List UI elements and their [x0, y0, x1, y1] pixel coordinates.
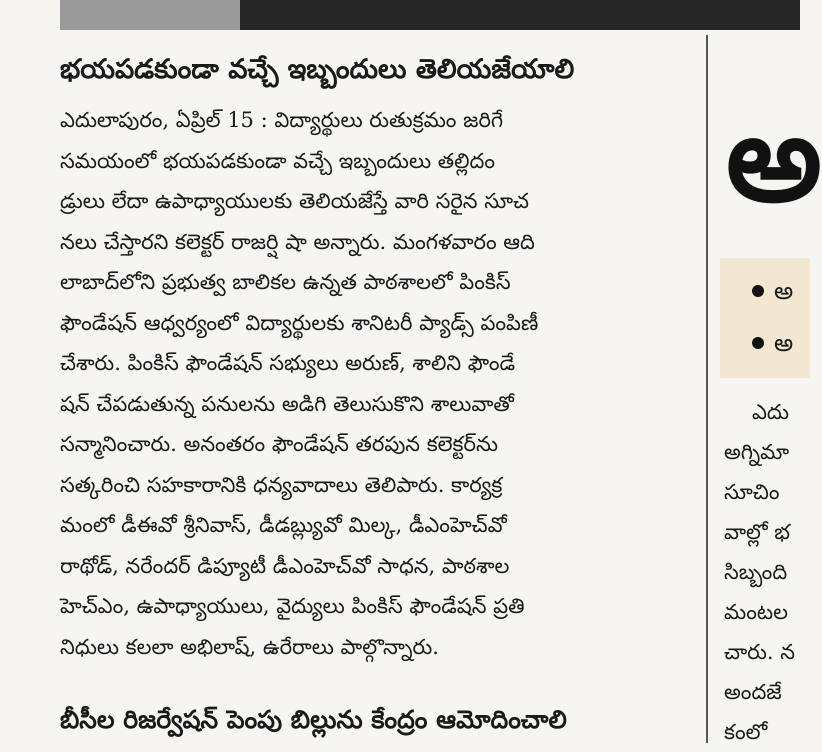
right-body-line: మంటల — [724, 600, 788, 624]
article1-headline: భయపడకుండా వచ్చే ఇబ్బందులు తెలియజేయాలి — [60, 54, 575, 85]
article1-body — [60, 100, 700, 667]
right-body-line: ఎదు — [752, 400, 790, 424]
bullet-text: అ — [774, 277, 794, 305]
column-divider — [706, 35, 708, 743]
body-line: షన్ చేపడుతున్న పనులను అడిగి తెలుసుకొని శాలువాతో — [60, 391, 514, 416]
article2-headline: బీసీల రిజర్వేషన్ పెంపు బిల్లును కేంద్రం ఆమోదించాలి — [60, 705, 567, 734]
body-line: నలు చేస్తారని కలెక్టర్ రాజర్షి షా అన్నారు. మంగళవారం ఆది — [60, 229, 535, 254]
top-banner-gray — [60, 0, 240, 30]
right-body-line: సూచిం — [724, 480, 780, 504]
right-body-line: వాల్లో భ — [724, 520, 791, 544]
body-line: హెచ్‌ఎం, ఉపాధ్యాయులు, వైద్యులు పింకిస్ ఫౌండేషన్ ప్రతి — [60, 594, 525, 618]
body-line: రాథోడ్, నరేందర్ డిప్యూటీ డీఎంహెచ్‌వో సాధన, పాఠశాల — [60, 553, 510, 578]
right-column-article — [712, 0, 822, 744]
highlight-box — [720, 258, 810, 378]
right-body-line: అందజే — [724, 680, 782, 704]
right-body-line: కంలో — [724, 720, 768, 744]
body-line: మంలో డీఈవో శ్రీనివాస్, డీడబ్ల్యువో మిల్క, డీఎంహెచ్‌వో — [60, 513, 507, 537]
right-body-line: చారు. న — [724, 640, 795, 664]
body-line: సమయంలో భయపడకుండా వచ్చే ఇబ్బందులు తల్లిదం — [60, 148, 495, 173]
body-line: చేశారు. పింకిస్ ఫౌండేషన్ సభ్యులు అరుణ్, శాలిని ఫౌండే — [60, 351, 516, 375]
body-line: ఎదులాపురం, ఏప్రిల్ 15 : విద్యార్థులు రుతుక్రమం జరిగే — [60, 108, 504, 132]
body-line: నిధులు కలలా అభిలాష్, ఉరేరాలు పాల్గొన్నారు. — [60, 634, 439, 659]
right-headline-fragment: అ — [726, 90, 822, 229]
body-line: సన్మానించారు. అనంతరం ఫౌండేషన్ తరపున కలెక్టర్‌ను — [60, 432, 498, 456]
right-body-line: అగ్నిమా — [724, 440, 790, 464]
right-body-line: సిబ్బంది — [724, 560, 788, 584]
body-line: లాబాద్‌లోని ప్రభుత్వ బాలికల ఉన్నత పాఠశాలలో పింకిస్ — [60, 270, 511, 294]
bullet-icon — [752, 337, 764, 349]
body-line: ఫౌండేషన్ ఆధ్వర్యంలో విద్యార్థులకు శానిటరీ ప్యాడ్స్ పంపిణీ — [60, 310, 539, 335]
body-line: డ్రులు లేదా ఉపాధ్యాయులకు తెలియజేస్తే వారి సరైన సూచ — [60, 189, 529, 213]
bullet-text: అ — [774, 329, 794, 357]
body-line: సత్కరించి సహకారానికి ధన్యవాదాలు తెలిపారు. కార్యక్ర — [60, 472, 503, 497]
bullet-icon — [752, 285, 764, 297]
